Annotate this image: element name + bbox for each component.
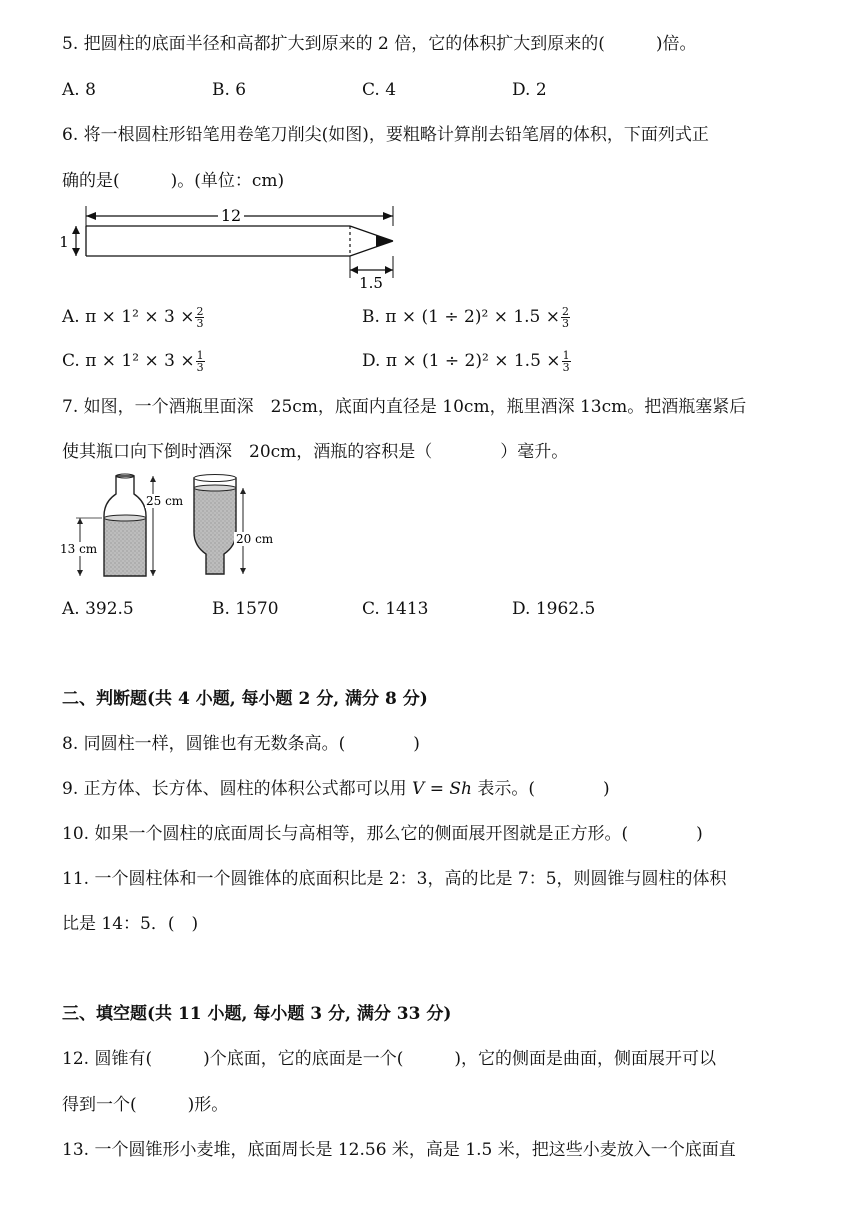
question-9: 9. 正方体、长方体、圆柱的体积公式都可以用 V = Sh 表示。( ) <box>62 779 610 799</box>
q6-option-c: C. π × 1² × 3 × $\frac{1}{3}$ <box>62 349 204 374</box>
question-12-line2: 得到一个( )形。 <box>62 1095 229 1115</box>
pencil-figure <box>58 200 408 292</box>
q7-option-a: A. 392.5 <box>62 599 134 619</box>
q7-option-d: D. 1962.5 <box>512 599 596 619</box>
q5-option-c: C. 4 <box>362 80 397 100</box>
q7-option-b: B. 1570 <box>212 599 279 619</box>
q6-option-a: A. π × 1² × 3 × $\frac{2}{3}$ <box>62 305 204 330</box>
bottle-depth-label: 25 cm <box>146 494 184 508</box>
wine-bottle-figure <box>58 470 288 582</box>
pencil-length-label: 12 <box>220 206 242 225</box>
q6-option-d: D. π × (1 ÷ 2)² × 1.5 × $\frac{1}{3}$ <box>362 349 570 374</box>
q5-option-a: A. 8 <box>62 80 96 100</box>
question-5: 5. 把圆柱的底面半径和高都扩大到原来的 2 倍，它的体积扩大到原来的( )倍。 <box>62 34 697 54</box>
section-2-heading: 二、判断题(共 4 小题, 每小题 2 分, 满分 8 分) <box>62 689 428 709</box>
pencil-diameter-label: 1 <box>59 233 69 251</box>
q5-option-b: B. 6 <box>212 80 247 100</box>
question-8: 8. 同圆柱一样，圆锥也有无数条高。( ) <box>62 734 420 754</box>
question-7-line1: 7. 如图，一个酒瓶里面深 25cm，底面内直径是 10cm，瓶里酒深 13cm。把酒瓶塞紧后 <box>62 397 747 417</box>
inverted-wine-depth-label: 20 cm <box>236 532 274 546</box>
q5-option-d: D. 2 <box>512 80 547 100</box>
q6-option-b: B. π × (1 ÷ 2)² × 1.5 × $\frac{2}{3}$ <box>362 305 570 330</box>
question-10: 10. 如果一个圆柱的底面周长与高相等，那么它的侧面展开图就是正方形。( ) <box>62 824 703 844</box>
question-6-line2: 确的是( )。(单位：cm) <box>62 171 285 191</box>
question-13-line1: 13. 一个圆锥形小麦堆，底面周长是 12.56 米，高是 1.5 米，把这些小麦放入一个底面直 <box>62 1140 736 1160</box>
volume-formula: V = Sh <box>412 779 472 799</box>
q7-option-c: C. 1413 <box>362 599 429 619</box>
question-11-line1: 11. 一个圆柱体和一个圆锥体的底面积比是 2：3，高的比是 7：5，则圆锥与圆柱的体积 <box>62 869 727 889</box>
question-6-line1: 6. 将一根圆柱形铅笔用卷笔刀削尖(如图)，要粗略计算削去铅笔屑的体积，下面列式正 <box>62 125 709 145</box>
question-7-line2: 使其瓶口向下倒时酒深 20cm，酒瓶的容积是（ ）毫升。 <box>62 442 569 462</box>
question-11-line2: 比是 14：5．( ) <box>62 914 199 934</box>
section-3-heading: 三、填空题(共 11 小题, 每小题 3 分, 满分 33 分) <box>62 1004 452 1024</box>
bottle-wine-depth-label: 13 cm <box>60 542 98 556</box>
pencil-tip-label: 1.5 <box>359 274 383 292</box>
question-12-line1: 12. 圆锥有( )个底面，它的底面是一个( )，它的侧面是曲面，侧面展开可以 <box>62 1049 716 1069</box>
